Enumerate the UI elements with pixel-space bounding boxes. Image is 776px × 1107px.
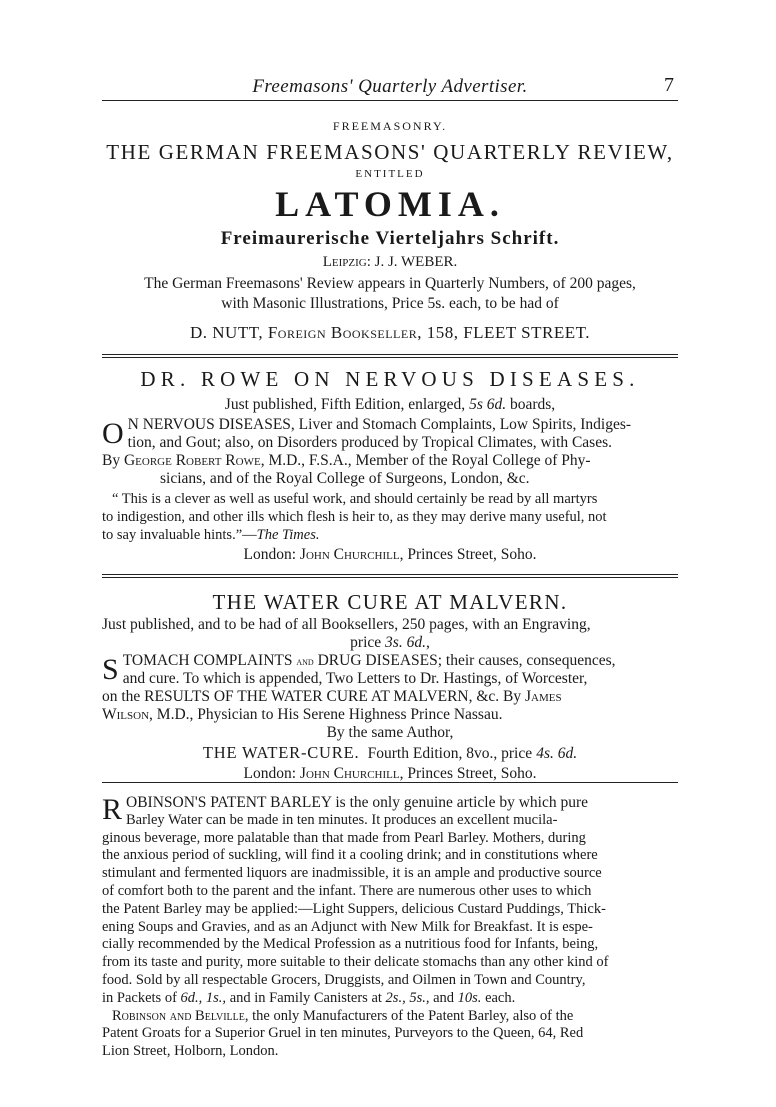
rowe-author (102, 452, 678, 470)
barley-line-6: of comfort both to the parent and the infant. There are numerous other uses to which (102, 882, 592, 899)
imprint-publisher: J. J. WEBER. (374, 254, 458, 270)
publisher-name: John Churchill, (299, 765, 404, 782)
page-number: 7 (664, 74, 674, 96)
body-text: on the RESULTS OF THE WATER CURE AT MALVERN, &c. By (102, 688, 522, 705)
rowe-body-line-1: N NERVOUS DISEASES, Liver and Stomach Complaints, Low Spirits, Indiges- (127, 416, 632, 433)
publisher-address: Princes Street, Soho. (407, 546, 537, 563)
rowe-body-line-2: tion, and Gout; also, on Disorders produced by Tropical Climates, with Cases. (127, 434, 613, 451)
canisters-text: and in Family Canisters at (229, 989, 382, 1006)
rowe-imprint (102, 546, 678, 564)
quote-source: The Times. (256, 527, 320, 543)
second-title: THE WATER-CURE. (202, 743, 360, 762)
drop-cap: S (102, 653, 119, 686)
rowe-advert (102, 364, 678, 564)
barley-line-5: stimulant and fermented liquors are inadmissible, it is an ample and productive source (102, 865, 602, 882)
rowe-quote-line-3 (102, 526, 678, 544)
rowe-quote-line-1: “ This is a clever as well as useful work, and should certainly be read by all martyrs (112, 491, 598, 507)
section-divider (102, 354, 678, 358)
seller-role: Foreign Bookseller, (267, 323, 422, 342)
body-text: TOMACH COMPLAINTS (122, 652, 293, 669)
latomia-desc-1: The German Freemasons' Review appears in Quarterly Numbers, of 200 pages, (144, 275, 636, 292)
price-value: 3s. 6d., (385, 634, 430, 651)
latomia-entitled: ENTITLED (355, 168, 425, 180)
seller-name: D. NUTT, (190, 323, 264, 342)
latomia-seller (102, 320, 678, 346)
barley-line-8: ening Soups and Gravies, and as an Adjunct with New Milk for Breakfast. It is espe- (102, 918, 593, 935)
running-head (102, 76, 678, 101)
barley-line-9: cially recommended by the Medical Profession as a nutritious food for Infants, being, (102, 936, 599, 953)
barley-line-11: food. Sold by all respectable Grocers, Druggists, and Oilmen in Town and Country, (102, 971, 586, 988)
rowe-title: DR. ROWE ON NERVOUS DISEASES. (140, 367, 640, 391)
running-head-title: Freemasons' Quarterly Advertiser. (252, 76, 528, 97)
barley-advert (102, 794, 678, 1061)
latomia-kicker: FREEMASONRY. (332, 119, 448, 133)
publisher-address: Princes Street, Soho. (407, 765, 537, 782)
imprint-city: London: (243, 765, 297, 782)
latomia-desc-2: with Masonic Illustrations, Price 5s. each, to be had of (221, 295, 559, 312)
price: 6d., (180, 989, 203, 1006)
each-text: each. (485, 989, 516, 1006)
barley-line-1: OBINSON'S PATENT BARLEY is the only genuine article by which pure (126, 794, 589, 811)
packets-text: in Packets of (102, 989, 177, 1006)
rowe-author-line-2: sicians, and of the Royal College of Surgeons, London, &c. (160, 470, 530, 487)
water-cure-body-line-1 (102, 652, 678, 670)
water-cure-body (102, 652, 678, 724)
water-cure-body-line-3 (102, 688, 678, 706)
second-info: Fourth Edition, 8vo., price (367, 745, 533, 762)
barley-line-2: Barley Water can be made in ten minutes. It produces an excellent mucila- (126, 811, 558, 828)
imprint-city: London: (243, 546, 297, 563)
barley-line-7: the Patent Barley may be applied:—Light Suppers, delicious Custard Puddings, Thick- (102, 900, 606, 917)
author-first-name: James (525, 688, 562, 705)
water-cure-body-line-4 (102, 706, 678, 724)
water-cure-title: THE WATER CURE AT MALVERN. (212, 590, 568, 614)
water-cure-body-line-2: and cure. To which is appended, Two Letters to Dr. Hastings, of Worcester, (122, 670, 588, 687)
newspaper-page (102, 0, 678, 1107)
latomia-name: LATOMIA. (275, 184, 505, 224)
drop-cap: R (102, 793, 123, 826)
second-price: 4s. 6d. (536, 745, 578, 762)
rowe-body (102, 416, 678, 452)
imprint-city: Leipzig: (322, 254, 371, 270)
water-cure-intro: Just published, and to be had of all Booksellers, 250 pages, with an Engraving, (102, 616, 591, 633)
body-text: DRUG DISEASES; their causes, consequences, (317, 652, 616, 669)
price: 2s., 5s., (385, 989, 430, 1006)
body-text: M.D., Physician to His Serene Highness Prince Nassau. (156, 706, 503, 723)
barley-line-14: Patent Groats for a Superior Gruel in ten minutes, Purveyors to the Queen, 64, Red (102, 1025, 584, 1042)
barley-line-15: Lion Street, Holborn, London. (102, 1043, 279, 1060)
drop-cap: O (102, 417, 124, 450)
latomia-advert (102, 118, 678, 346)
barley-line-4: the anxious period of suckling, will find it a cooling drink; and in constitutions where (102, 847, 598, 864)
barley-line-12 (102, 990, 678, 1008)
author-name: George Robert Rowe, (123, 452, 265, 469)
water-cure-same-author: By the same Author, (326, 724, 454, 741)
author-credentials: M.D., F.S.A., Member of the Royal College of Phy- (268, 452, 591, 469)
barley-line-13 (102, 1008, 678, 1026)
water-cure-price (102, 634, 678, 652)
water-cure-imprint (102, 765, 678, 783)
section-divider (102, 574, 678, 578)
barley-line-10: from its taste and purity, more suitable to their delicate stomachs than any other kind of (102, 954, 609, 971)
rowe-quote-line-2: to indigestion, and other ills which flesh is heir to, as they may derive many useful, not (102, 509, 607, 525)
water-cure-second-title (102, 742, 678, 765)
price: 1s., (205, 989, 227, 1006)
body-conjunction: and (296, 654, 314, 668)
publish-text: Just published, Fifth Edition, enlarged, (224, 396, 466, 413)
makers-text: the only Manufacturers of the Patent Barley, also of the (252, 1007, 574, 1024)
latomia-title: THE GERMAN FREEMASONS' QUARTERLY REVIEW, (106, 140, 674, 164)
seller-address: 158, FLEET STREET. (426, 323, 590, 342)
publish-price: 5s 6d. (469, 396, 507, 413)
publish-binding: boards, (509, 396, 556, 413)
latomia-german-title: Freimaurerische Vierteljahrs Schrift. (220, 228, 560, 249)
author-surname: Wilson, (102, 706, 153, 723)
water-cure-advert (102, 588, 678, 783)
latomia-imprint (102, 252, 678, 272)
quote-text: to say invaluable hints.”— (102, 527, 257, 543)
rowe-publish-info (102, 396, 678, 414)
barley-line-3: ginous beverage, more palatable than that made from Pearl Barley. Mothers, during (102, 829, 586, 846)
section-divider (102, 782, 678, 783)
price-label: price (350, 634, 382, 651)
author-by: By (102, 452, 121, 469)
price: 10s. (457, 989, 482, 1006)
publisher-name: John Churchill, (299, 546, 404, 563)
makers-name: Robinson and Belville, (112, 1007, 249, 1024)
conjunction: and (433, 989, 455, 1006)
